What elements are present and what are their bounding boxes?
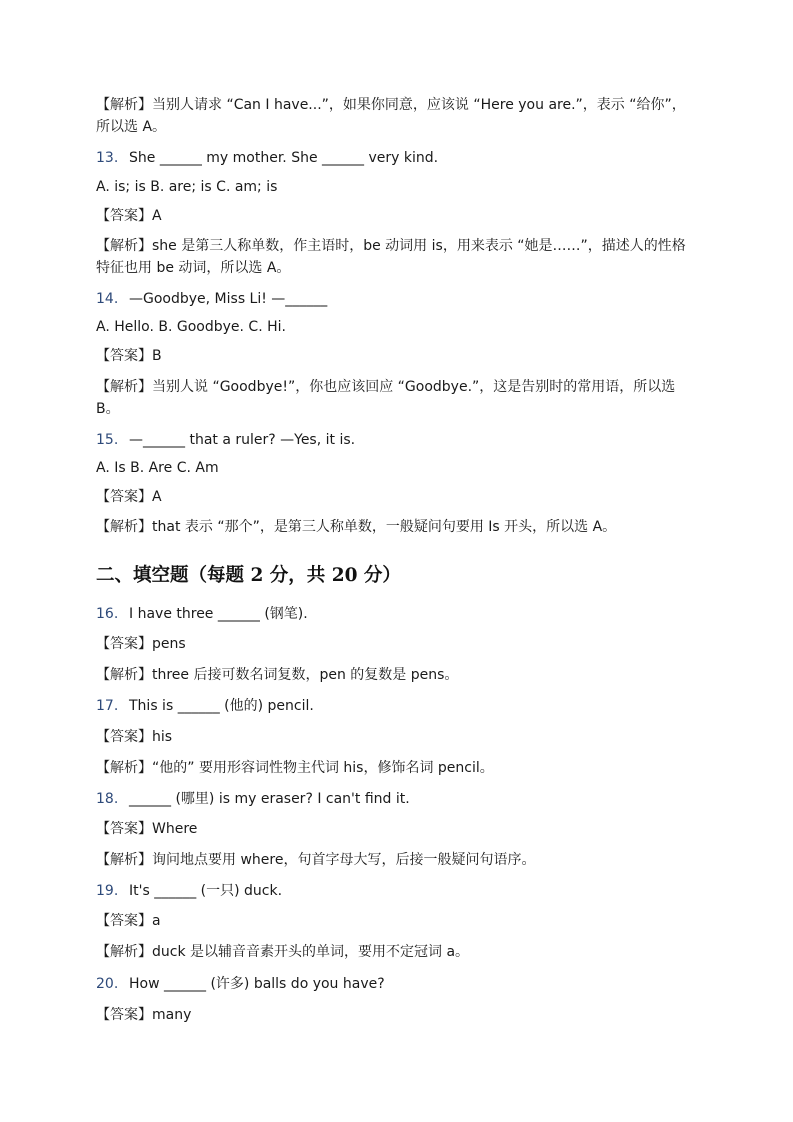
- question-14: [96, 288, 327, 310]
- question-text: —______ that a ruler? —Yes, it is.: [129, 432, 356, 448]
- question-number: 15.: [96, 432, 119, 448]
- analysis-14: 【解析】当别人说 “Goodbye!”，你也应该回应 “Goodbye.”，这是告别时的常用语，所以选 B。: [96, 379, 676, 417]
- question-20: [96, 973, 385, 995]
- options-15: A. Is B. Are C. Am: [96, 460, 219, 476]
- question-text: She ______ my mother. She ______ very kind.: [129, 150, 439, 166]
- question-text: —Goodbye, Miss Li! —______: [129, 291, 328, 307]
- question-number: 20.: [96, 976, 119, 992]
- analysis-19: 【解析】duck 是以辅音音素开头的单词，要用不定冠词 a。: [96, 944, 470, 960]
- answer-14: 【答案】B: [96, 348, 162, 364]
- question-16: [96, 603, 308, 625]
- question-17: [96, 695, 314, 717]
- answer-13: 【答案】A: [96, 208, 162, 224]
- question-text: This is ______ (他的) pencil.: [129, 698, 314, 714]
- analysis-16: 【解析】three 后接可数名词复数，pen 的复数是 pens。: [96, 667, 459, 683]
- question-number: 14.: [96, 291, 119, 307]
- question-19: [96, 880, 282, 902]
- options-14: A. Hello. B. Goodbye. C. Hi.: [96, 319, 286, 335]
- question-number: 16.: [96, 606, 119, 622]
- answer-17: 【答案】his: [96, 729, 173, 745]
- answer-19: 【答案】a: [96, 913, 161, 929]
- answer-18: 【答案】Where: [96, 821, 198, 837]
- question-number: 17.: [96, 698, 119, 714]
- analysis-18: 【解析】询问地点要用 where，句首字母大写，后接一般疑问句语序。: [96, 852, 536, 868]
- analysis-12: 【解析】当别人请求 “Can I have...”，如果你同意，应该说 “Here you are.”，表示 “给你”，所以选 A。: [96, 97, 686, 135]
- analysis-15: 【解析】that 表示 “那个”，是第三人称单数，一般疑问句要用 Is 开头，所以选 A。: [96, 519, 617, 535]
- analysis-17: 【解析】“他的” 要用形容词性物主代词 his，修饰名词 pencil。: [96, 760, 494, 776]
- question-text: It's ______ (一只) duck.: [129, 883, 283, 899]
- answer-16: 【答案】pens: [96, 636, 186, 652]
- question-15: [96, 429, 355, 451]
- question-text: ______ (哪里) is my eraser? I can't find it.: [129, 791, 410, 807]
- question-18: [96, 788, 410, 810]
- question-number: 13.: [96, 150, 119, 166]
- question-text: How ______ (许多) balls do you have?: [129, 976, 385, 992]
- question-text: I have three ______ (钢笔).: [129, 606, 308, 622]
- section-heading: 二、填空题（每题 2 分，共 20 分）: [96, 565, 401, 586]
- analysis-13: 【解析】she 是第三人称单数，作主语时，be 动词用 is，用来表示 “她是……”，描述人的性格特征也用 be 动词，所以选 A。: [96, 238, 686, 276]
- question-number: 19.: [96, 883, 119, 899]
- question-number: 18.: [96, 791, 119, 807]
- answer-15: 【答案】A: [96, 489, 162, 505]
- answer-20: 【答案】many: [96, 1007, 192, 1023]
- question-13: [96, 147, 438, 169]
- options-13: A. is; is B. are; is C. am; is: [96, 179, 278, 195]
